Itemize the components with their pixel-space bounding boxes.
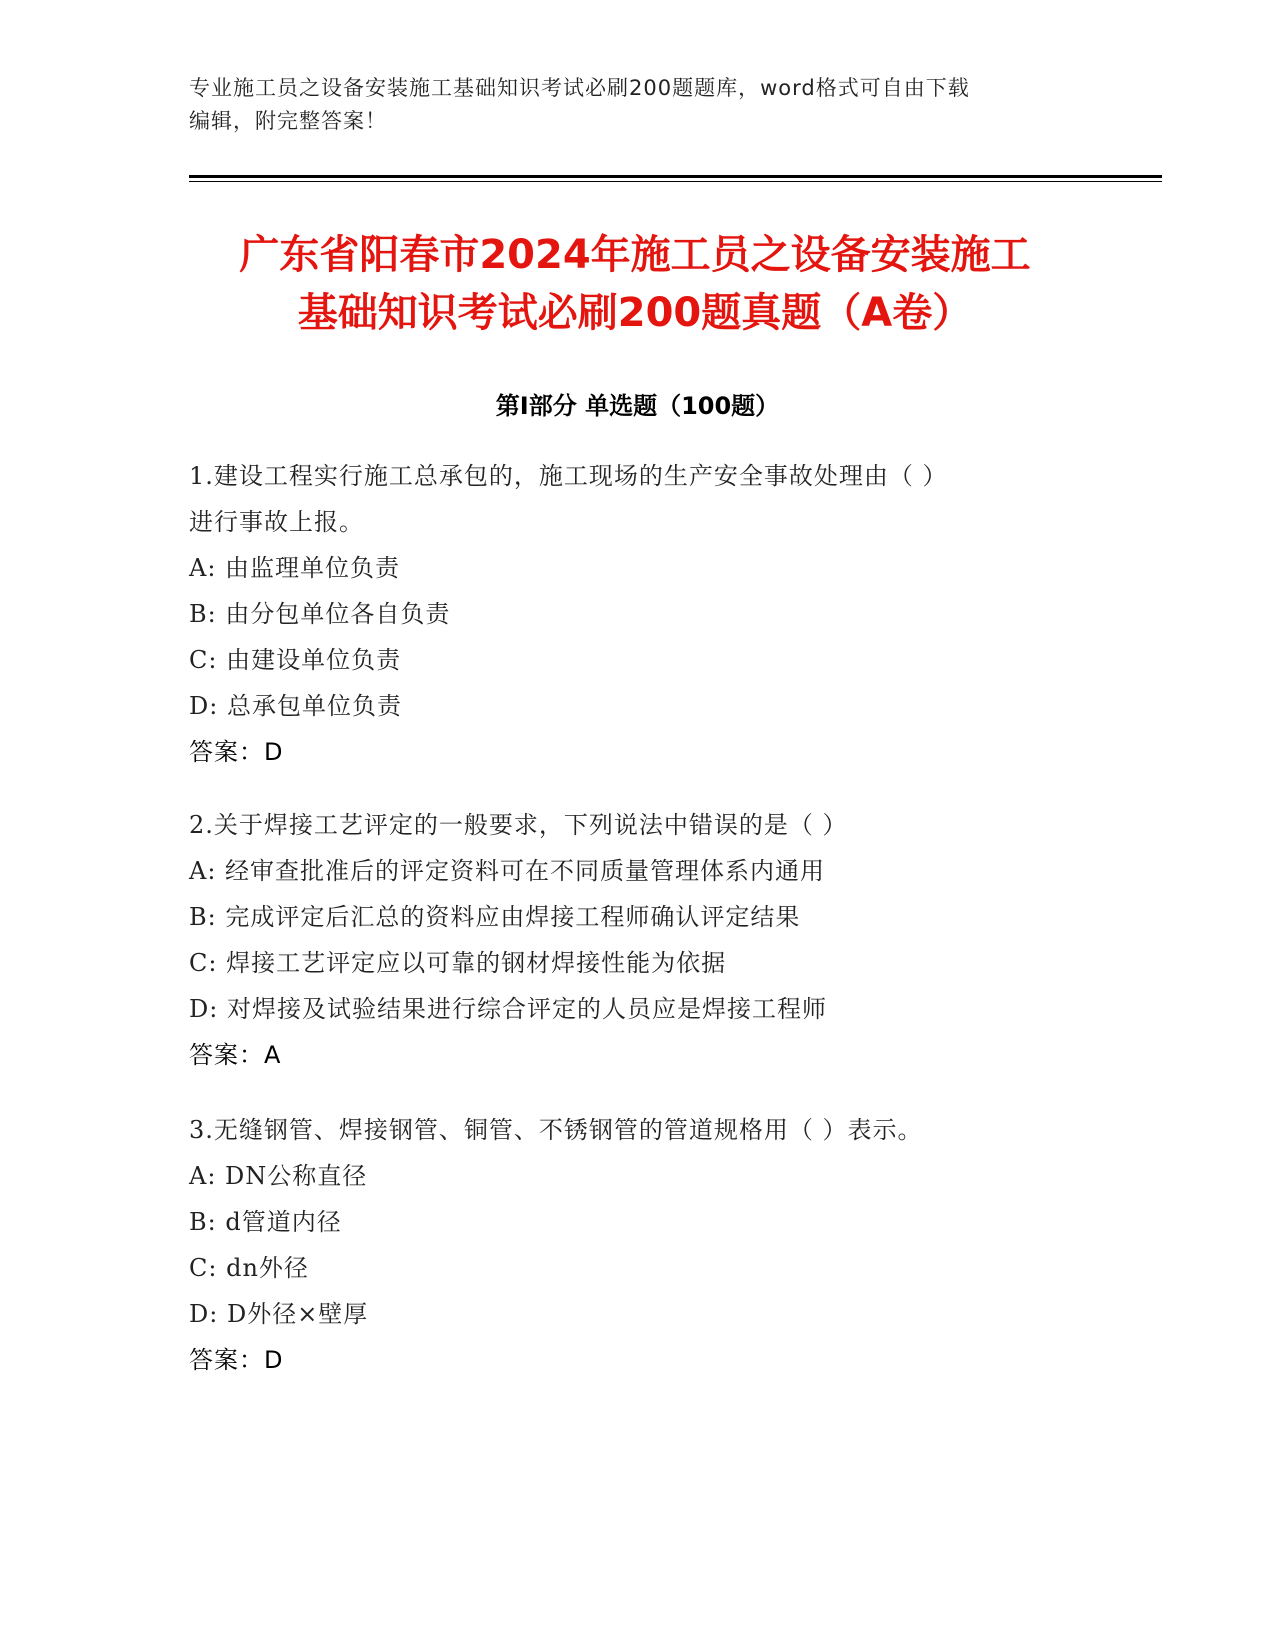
- option-c: C: 焊接工艺评定应以可靠的钢材焊接性能为依据: [189, 949, 727, 977]
- question-stem-cont: 进行事故上报。: [189, 508, 364, 536]
- question-2: [189, 802, 1069, 1078]
- header-divider-thick: [189, 175, 1162, 178]
- option-d: D: 总承包单位负责: [189, 692, 402, 720]
- question-stem: 3.无缝钢管、焊接钢管、铜管、不锈钢管的管道规格用（ ）表示。: [189, 1116, 923, 1144]
- page-title-line1: 广东省阳春市2024年施工员之设备安装施工: [239, 232, 1031, 278]
- question-1: [189, 453, 1069, 775]
- option-b: B: 完成评定后汇总的资料应由焊接工程师确认评定结果: [189, 903, 801, 931]
- page-title-line2: 基础知识考试必刷200题真题（A卷）: [297, 290, 973, 336]
- option-c: C: dn外径: [189, 1254, 309, 1282]
- option-d: D: 对焊接及试验结果进行综合评定的人员应是焊接工程师: [189, 995, 827, 1023]
- option-b: B: 由分包单位各自负责: [189, 600, 451, 628]
- option-a: A: 由监理单位负责: [189, 554, 401, 582]
- header-note: [189, 72, 1089, 138]
- question-stem: 2.关于焊接工艺评定的一般要求，下列说法中错误的是（ ）: [189, 811, 848, 839]
- option-d: D: D外径×壁厚: [189, 1300, 369, 1328]
- answer: 答案：D: [189, 738, 284, 766]
- question-3: [189, 1107, 1069, 1383]
- answer: 答案：A: [189, 1041, 282, 1069]
- header-note-line1: 专业施工员之设备安装施工基础知识考试必刷200题题库，word格式可自由下载: [189, 76, 970, 100]
- section-heading: 第Ⅰ部分 单选题（100题）: [495, 392, 780, 420]
- header-divider-thin: [189, 181, 1162, 182]
- answer: 答案：D: [189, 1346, 284, 1374]
- option-a: A: 经审查批准后的评定资料可在不同质量管理体系内通用: [189, 857, 826, 885]
- header-note-line2: 编辑，附完整答案！: [189, 109, 387, 133]
- page-title: [130, 226, 1140, 342]
- option-b: B: d管道内径: [189, 1208, 342, 1236]
- option-c: C: 由建设单位负责: [189, 646, 402, 674]
- option-a: A: DN公称直径: [189, 1162, 368, 1190]
- question-stem: 1.建设工程实行施工总承包的，施工现场的生产安全事故处理由（ ）: [189, 462, 948, 490]
